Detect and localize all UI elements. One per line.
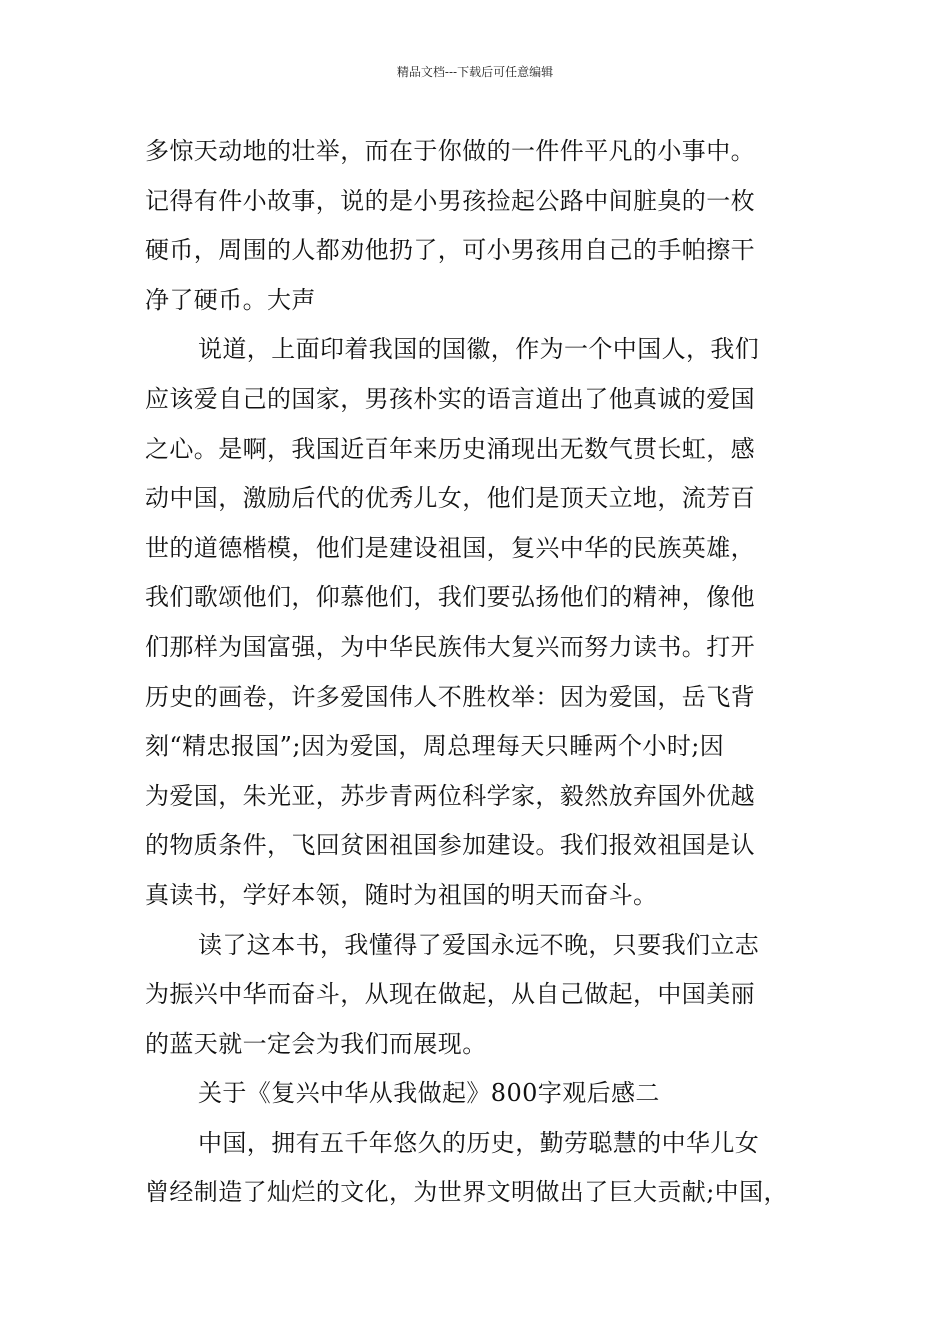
text-line: 动中国，激励后代的优秀儿女，他们是顶天立地，流芳百 [145,484,755,513]
text-line: 为爱国，朱光亚，苏步青两位科学家，毅然放弃国外优越 [145,781,755,810]
text-line: 记得有件小故事，说的是小男孩捡起公路中间脏臭的一枚 [145,186,755,215]
text-line: 之心。是啊，我国近百年来历史涌现出无数气贯长虹，感 [145,434,755,463]
text-line: 刻“精忠报国”;因为爱国，周总理每天只睡两个小时;因 [145,732,725,761]
paragraph-start-line: 读了这本书，我懂得了爱国永远不晚，只要我们立志 [198,930,760,959]
text-line: 多惊天动地的壮举，而在于你做的一件件平凡的小事中。 [145,137,755,165]
text-line: 的蓝天就一定会为我们而展现。 [145,1029,487,1058]
text-line: 应该爱自己的国家，男孩朴实的语言道出了他真诚的爱国 [145,384,755,413]
document-body [145,127,825,1218]
text-line: 真读书，学好本领，随时为祖国的明天而奋斗。 [145,880,658,909]
text-line: 我们歌颂他们，仰慕他们，我们要弘扬他们的精神，像他 [145,583,755,612]
section-heading: 关于《复兴中华从我做起》800字观后感二 [198,1079,660,1108]
paragraph-start-line: 说道，上面印着我国的国徽，作为一个中国人，我们 [198,335,760,364]
text-line: 硬币，周围的人都劝他扔了，可小男孩用自己的手帕擦干 [145,236,755,265]
text-line: 为振兴中华而奋斗，从现在做起，从自己做起，中国美丽 [145,980,755,1009]
text-line: 曾经制造了灿烂的文化，为世界文明做出了巨大贡献;中国， [145,1178,788,1207]
page-header: 精品文档---下载后可任意编辑 [396,65,554,79]
paragraph-start-line: 中国，拥有五千年悠久的历史，勤劳聪慧的中华儿女 [198,1128,760,1157]
text-line: 们那样为国富强，为中华民族伟大复兴而努力读书。打开 [145,632,755,661]
text-line: 历史的画卷，许多爱国伟人不胜枚举：因为爱国，岳飞背 [145,682,755,711]
text-line: 世的道德楷模，他们是建设祖国，复兴中华的民族英雄， [145,533,755,562]
text-line: 的物质条件，飞回贫困祖国参加建设。我们报效祖国是认 [145,831,755,860]
text-line: 净了硬币。大声 [145,285,316,314]
